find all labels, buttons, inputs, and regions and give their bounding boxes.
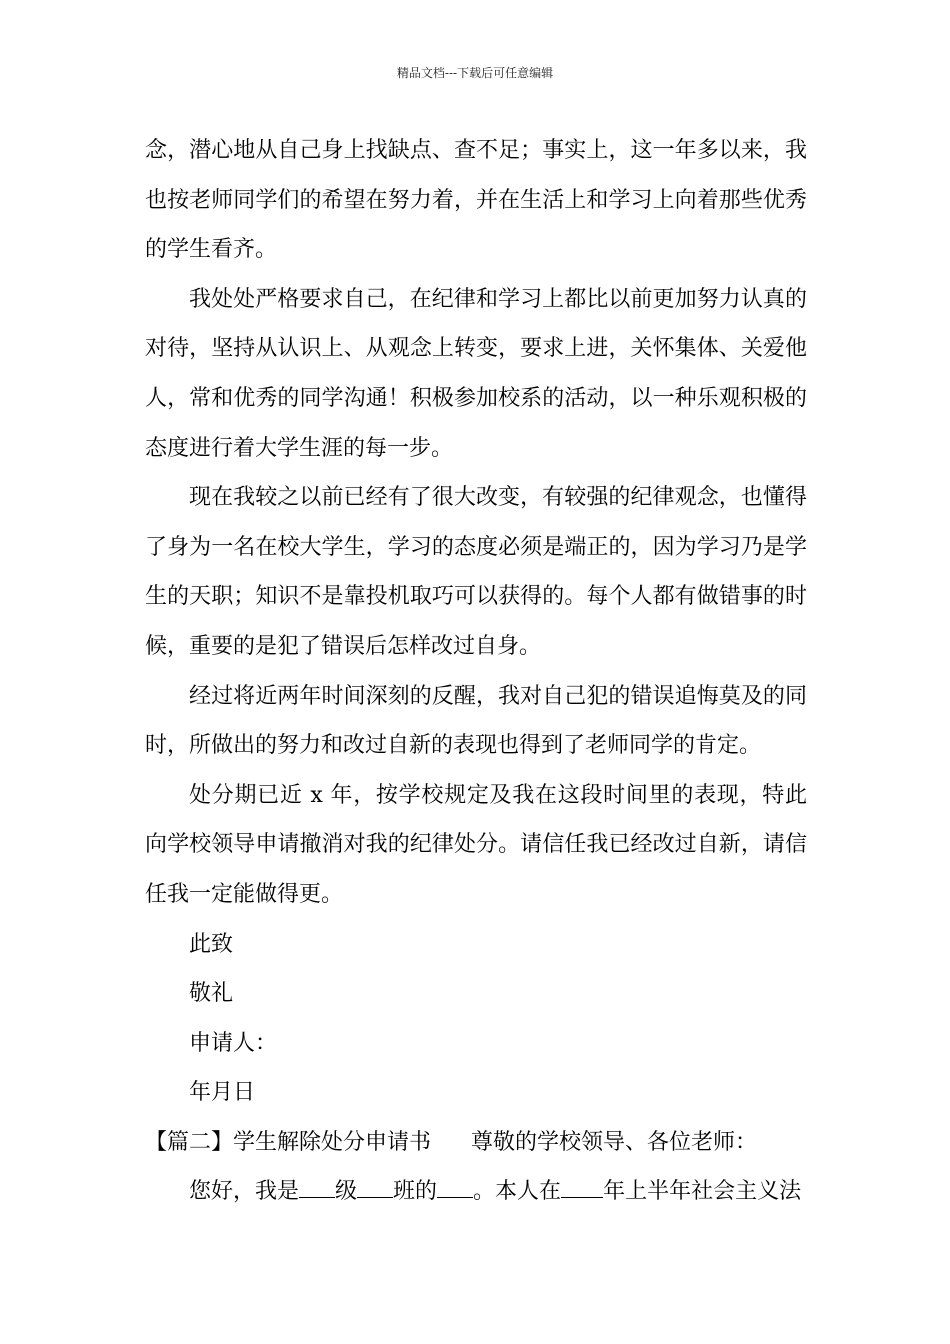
page-header: 精品文档---下载后可任意编辑 [396, 66, 554, 80]
closing-jingli: 敬礼 [189, 981, 234, 1007]
date-label: 年月日 [189, 1080, 256, 1106]
greeting-text-3: 班的 [393, 1179, 438, 1205]
section2-heading-line [145, 1118, 807, 1168]
applicant-label: 申请人： [189, 1030, 278, 1056]
blank-year [561, 1177, 603, 1198]
section2-title: 【篇二】学生解除处分申请书 [145, 1129, 432, 1155]
greeting-text-4: 。本人在 [473, 1179, 562, 1205]
paragraph-5: 处分期已近 x 年，按学校规定及我在这段时间里的表现，特此向学校领导申请撤消对我的纪律处分。请信任我已经改过自新，请信任我一定能做得更。 [145, 782, 807, 907]
greeting-text-5: 年上半年社会主义法 [603, 1179, 802, 1205]
blank-name [437, 1177, 473, 1198]
blank-class [357, 1177, 393, 1198]
paragraph-4: 经过将近两年时间深刻的反醒，我对自己犯的错误追悔莫及的同时，所做出的努力和改过自新的表现也得到了老师同学的肯定。 [145, 683, 807, 759]
paragraph-3: 现在我较之以前已经有了很大改变，有较强的纪律观念，也懂得了身为一名在校大学生，学习的态度必须是端正的，因为学习乃是学生的天职；知识不是靠投机取巧可以获得的。每个人都有做错事的时候，重要的是犯了错误后怎样改过自身。 [145, 485, 807, 659]
section2-salutation: 尊敬的学校领导、各位老师： [471, 1129, 758, 1155]
paragraph-1: 念，潜心地从自己身上找缺点、查不足；事实上，这一年多以来，我也按老师同学们的希望在努力着，并在生活上和学习上向着那些优秀的学生看齐。 [145, 138, 807, 263]
document-body [145, 126, 807, 1217]
paragraph-2: 我处处严格要求自己，在纪律和学习上都比以前更加努力认真的对待，坚持从认识上、从观念上转变，要求上进，关怀集体、关爱他人，常和优秀的同学沟通！积极参加校系的活动，以一种乐观积极的态度进行着大学生涯的每一步。 [145, 286, 807, 461]
closing-cizhi: 此致 [189, 931, 234, 957]
greeting-text-1: 您好，我是 [189, 1179, 300, 1205]
blank-grade [299, 1177, 335, 1198]
greeting-text-2: 级 [335, 1179, 358, 1205]
section2-greeting-line [145, 1167, 807, 1217]
